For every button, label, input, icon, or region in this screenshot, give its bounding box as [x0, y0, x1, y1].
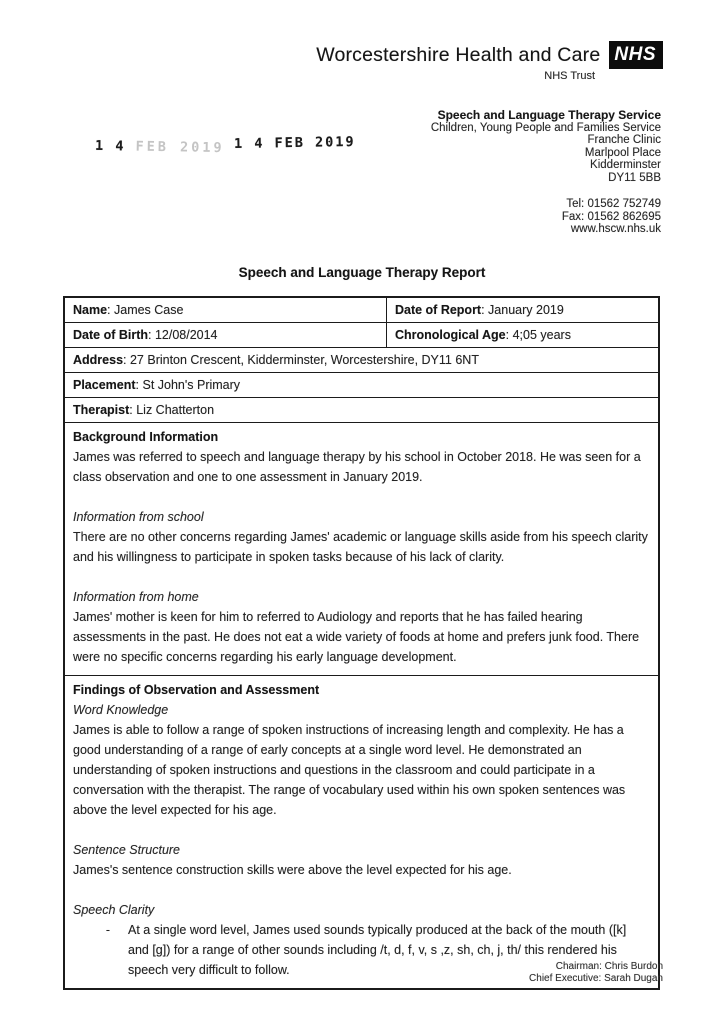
- info-from-school-text: There are no other concerns regarding James' academic or language skills aside from his speech clarity and his willingness to participate in spoken tasks because of his lack of clarity.: [73, 530, 648, 564]
- therapist-value: : Liz Chatterton: [129, 403, 215, 417]
- info-from-home-heading: Information from home: [73, 590, 199, 604]
- date-of-report-value: : January 2019: [481, 303, 564, 317]
- patient-info-table: [63, 296, 660, 990]
- report-title: Speech and Language Therapy Report: [238, 265, 486, 280]
- dob-label: Date of Birth: [73, 328, 148, 342]
- table-row-background: [65, 423, 658, 676]
- nhs-trust-subtitle: NHS Trust: [544, 70, 595, 82]
- nhs-logo-icon: NHS: [609, 41, 663, 69]
- clinic-name: Franche Clinic: [587, 134, 661, 146]
- age-cell: [387, 323, 658, 347]
- sentence-structure-text: James's sentence construction skills were above the level expected for his age.: [73, 863, 512, 877]
- placement-value: : St John's Primary: [135, 378, 241, 392]
- date-stamp-faint-rest: FEB 2019: [135, 138, 225, 157]
- table-row-therapist: [65, 398, 658, 423]
- therapist-label: Therapist: [73, 403, 130, 417]
- street: Marlpool Place: [584, 146, 661, 159]
- bullet-dash: -: [105, 923, 110, 937]
- placement-cell: [65, 373, 658, 397]
- table-row-address: [65, 348, 658, 373]
- table-row-name-date: [65, 298, 658, 323]
- date-of-report-label: Date of Report: [394, 303, 482, 317]
- website: www.hscw.nhs.uk: [570, 223, 661, 235]
- dob-value: : 12/08/2014: [148, 328, 218, 342]
- table-row-placement: [65, 373, 658, 398]
- fax: Fax: 01562 862695: [561, 210, 661, 223]
- service-name: Speech and Language Therapy Service: [437, 108, 661, 122]
- address-cell: [65, 348, 658, 372]
- word-knowledge-heading: Word Knowledge: [73, 703, 169, 717]
- date-stamp-faint-prefix: 1 4: [94, 137, 126, 155]
- speech-clarity-bullet-text: At a single word level, James used sounds typically produced at the back of the mouth ([k] and [g]) for a range of other sounds including /t, d, f, v, s ,z, sh, ch, j, th/ this rendered his speech very difficult to follow.: [128, 923, 627, 977]
- background-intro-text: James was referred to speech and language therapy by his school in October 2018. He was seen for a class observation and one to one assessment in January 2019.: [73, 450, 641, 484]
- date-of-report-cell: [387, 298, 658, 322]
- findings-section: [65, 676, 658, 988]
- letter-footer: [529, 961, 663, 985]
- telephone: Tel: 01562 752749: [566, 198, 661, 210]
- service-line: Children, Young People and Families Service: [430, 121, 661, 134]
- speech-clarity-heading: Speech Clarity: [73, 903, 155, 917]
- background-heading: Background Information: [73, 430, 219, 444]
- dob-cell: [65, 323, 387, 347]
- table-row-dob-age: [65, 323, 658, 348]
- table-row-findings: [65, 676, 658, 988]
- info-from-home-text: James' mother is keen for him to referred to Audiology and reports that he has failed hearing assessments in the past. He does not eat a wide variety of foods at home and prefers junk food. There were no specific concerns regarding his early language development.: [73, 610, 640, 664]
- name-value: : James Case: [107, 303, 184, 317]
- address-label: Address: [73, 353, 124, 367]
- placement-label: Placement: [73, 378, 136, 392]
- town: Kidderminster: [590, 159, 661, 171]
- date-stamp: 1 4 FEB 2019: [233, 133, 356, 153]
- word-knowledge-text: James is able to follow a range of spoken instructions of increasing length and complexity. He has a good understanding of a range of early concepts at a single word level. He demonstrated an understanding of spoken instructions and questions in the classroom and could participate in a conversation with the therapist. The range of vocabulary used within his own spoken sentences was above the level expected for his age.: [73, 723, 626, 817]
- name-cell: [65, 298, 387, 322]
- postcode: DY11 5BB: [608, 171, 661, 184]
- findings-heading: Findings of Observation and Assessment: [73, 683, 320, 697]
- sentence-structure-heading: Sentence Structure: [73, 843, 181, 857]
- address-value: : 27 Brinton Crescent, Kidderminster, Worcestershire, DY11 6NT: [123, 353, 479, 367]
- chief-executive-line: Chief Executive: Sarah Dugan: [529, 973, 663, 984]
- info-from-school-heading: Information from school: [73, 510, 204, 524]
- therapist-cell: [65, 398, 658, 422]
- service-address-block: [431, 109, 661, 236]
- background-section: [65, 423, 658, 675]
- age-value: : 4;05 years: [505, 328, 571, 342]
- chairman-line: Chairman: Chris Burdon: [555, 961, 663, 972]
- age-label: Chronological Age: [394, 328, 506, 342]
- trust-name: Worcestershire Health and Care: [316, 43, 601, 66]
- name-label: Name: [73, 303, 108, 317]
- date-stamp-faint: [95, 138, 225, 156]
- nhs-letterhead: [316, 41, 663, 69]
